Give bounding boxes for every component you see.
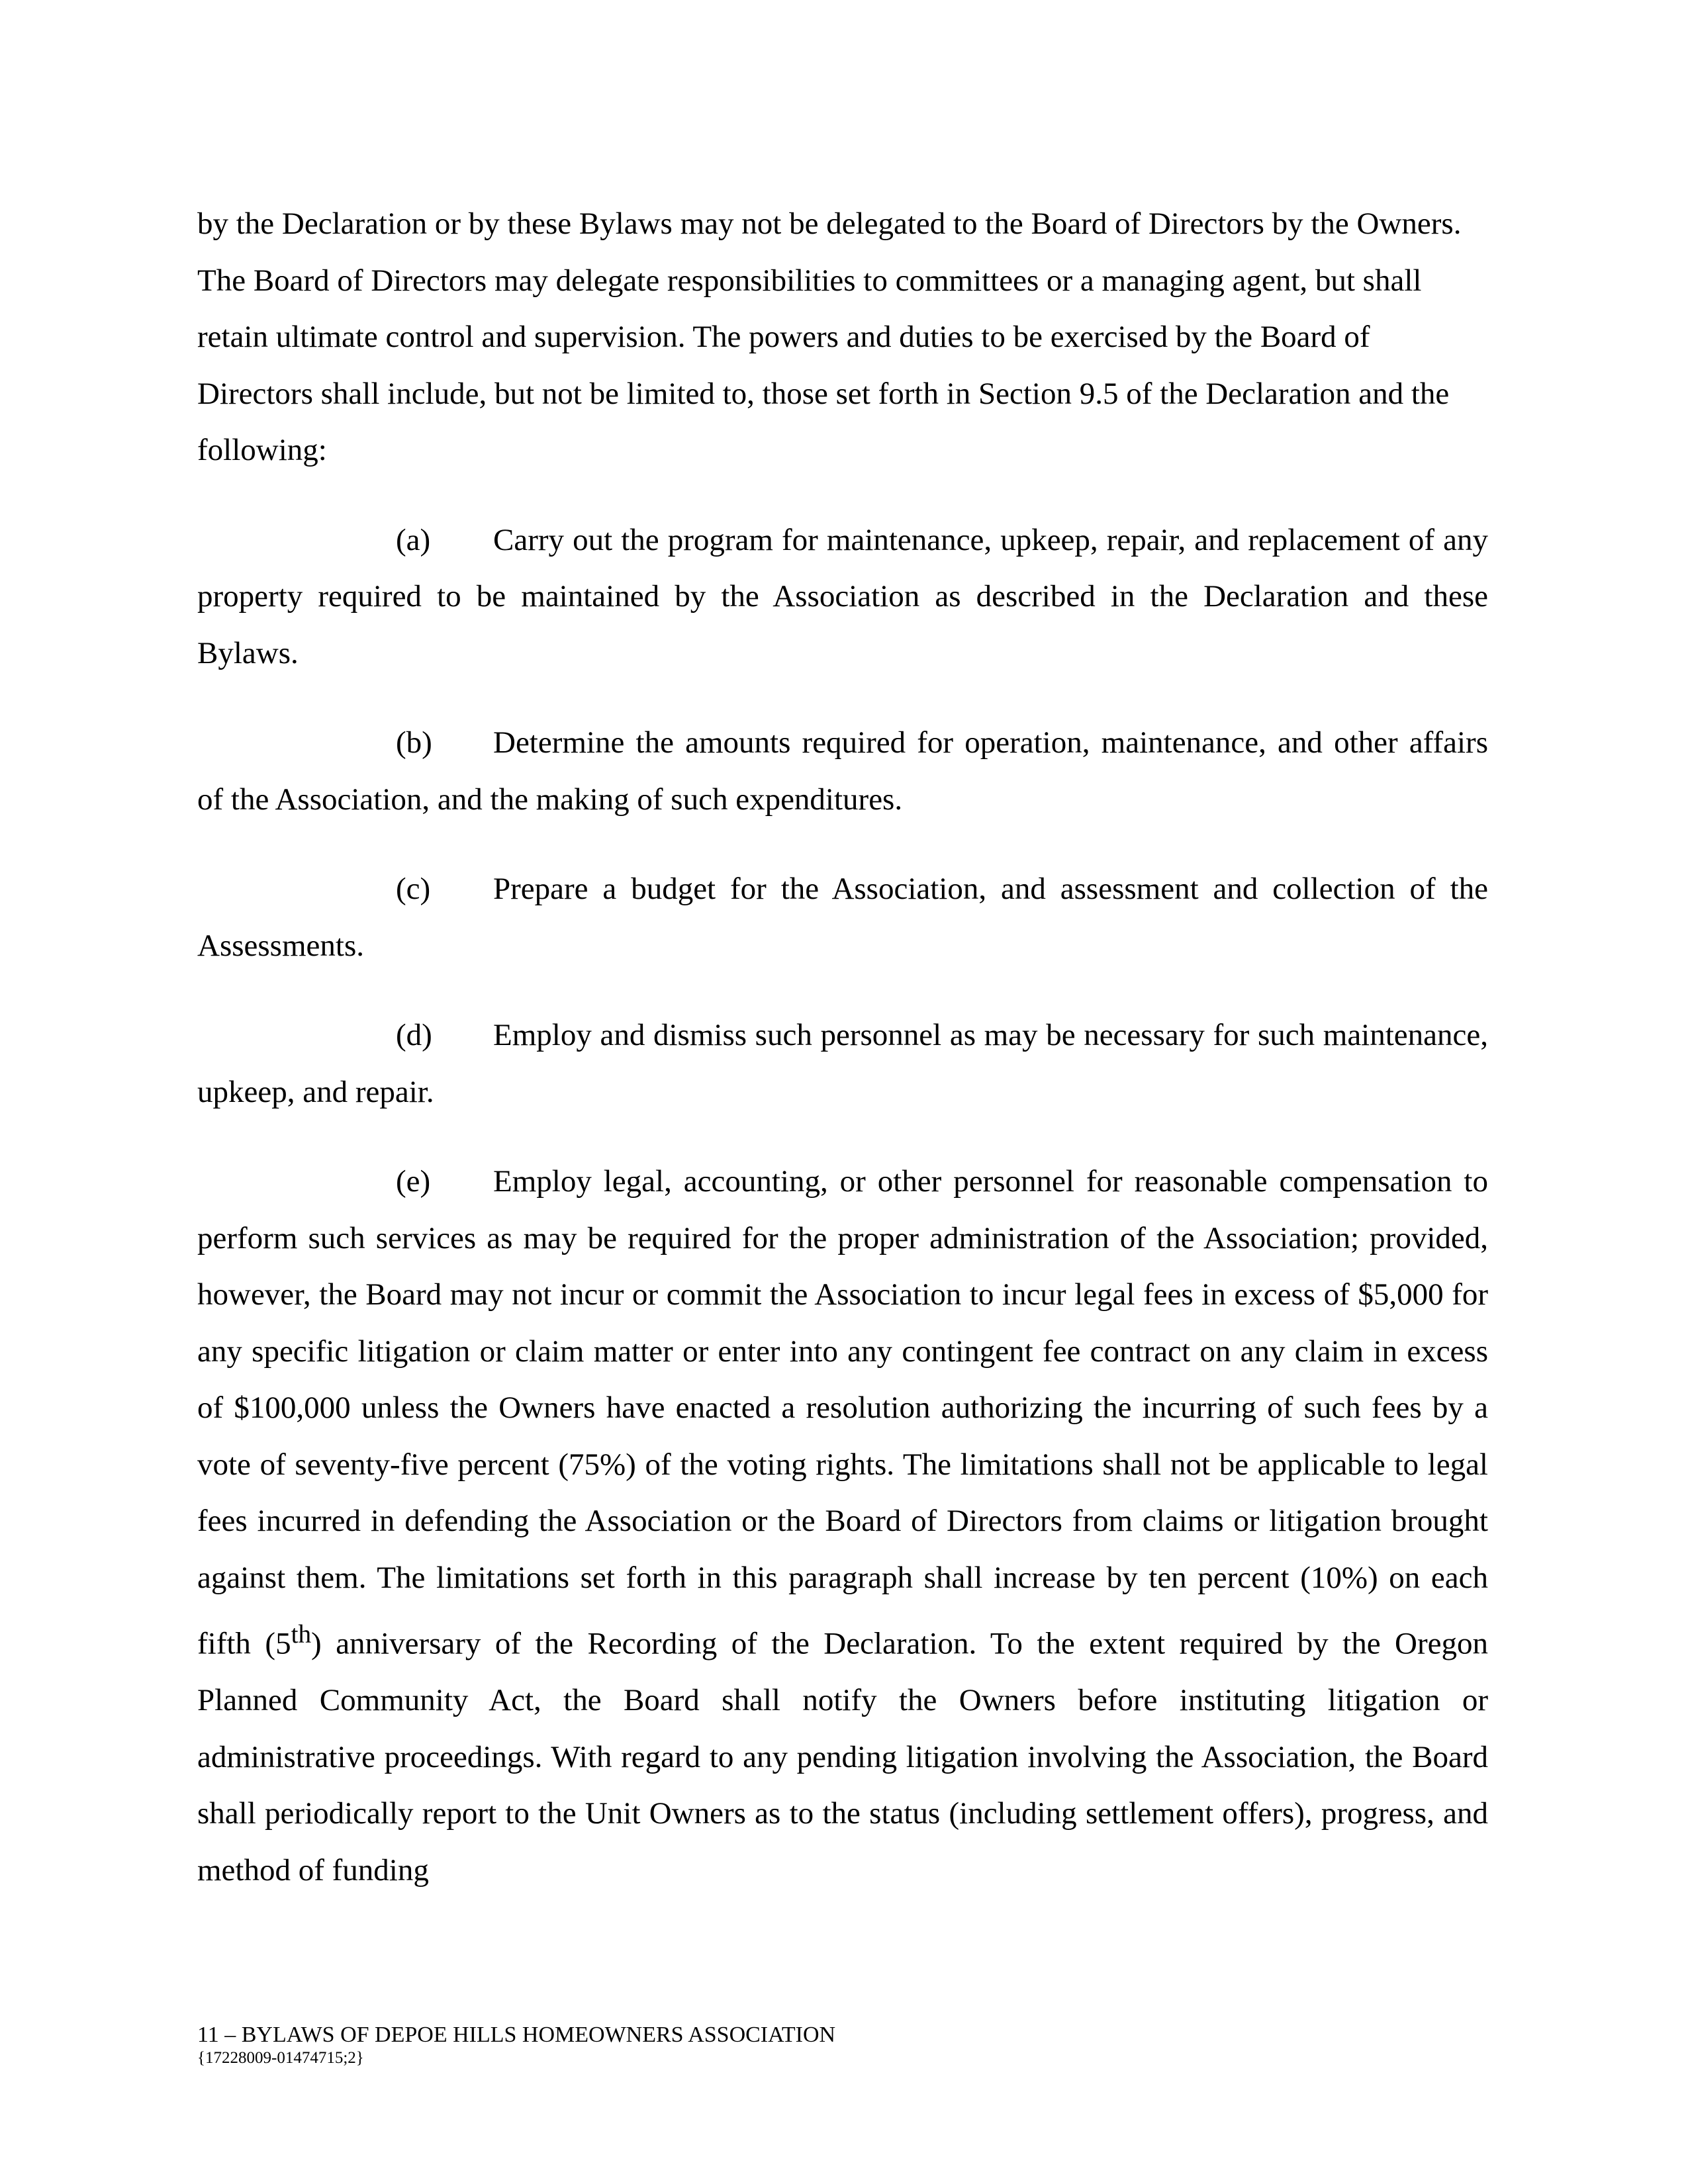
footer-title: 11 – BYLAWS OF DEPOE HILLS HOMEOWNERS ASSOCIATION [197, 2023, 836, 2047]
item-label-e: (e) [396, 1164, 431, 1199]
item-text-e-part2: ) anniversary of the Recording of the Declaration. To the extent required by the Oregon Planned Community Act, the Board shall notify the Owners before instituting litigation or administrative proceedings. With regard to any pending litigation involving the Association, the Board shall periodically report to the Unit Owners as to the status (including settlement offers), progress, and method of funding [197, 1626, 1489, 1888]
item-text-a: Carry out the program for maintenance, upkeep, repair, and replacement of any property required to be maintained by the Association as described in the Declaration and these Bylaws. [197, 522, 1488, 670]
ordinal-superscript: th [291, 1620, 312, 1649]
item-text-e-part1: Employ legal, accounting, or other personnel for reasonable compensation to perform such services as may be required for the proper administration of the Association; provided, however, the Board may not incur or commit the Association to incur legal fees in excess of $5,000 for any specific litigation or claim matter or enter into any contingent fee contract on any claim in excess of $100,000 unless the Owners have enacted a resolution authorizing the incurring of such fees by a vote of seventy-five percent (75%) of the voting rights. The limitations shall not be applicable to legal fees incurred in defending the Association or the Board of Directors from claims or litigation brought against them. The limitations set forth in this paragraph shall increase by ten percent (10%) on each fifth (5 [197, 1164, 1488, 1661]
item-label-b: (b) [396, 725, 432, 760]
intro-paragraph: by the Declaration or by these Bylaws may not be delegated to the Board of Directors by the Owners. The Board of Directors may delegate responsibilities to committees or a managing agent, but shall retain ultimate control and supervision. The powers and duties to be exercised by the Board of Directors shall include, but not be limited to, those set forth in Section 9.5 of the Declaration and the following: [197, 206, 1462, 467]
page-footer [197, 2022, 1190, 2068]
list-item-d [197, 1007, 1488, 1120]
document-body [197, 196, 1488, 1899]
list-item-b [197, 715, 1488, 828]
item-label-a: (a) [396, 522, 431, 557]
list-item-c [197, 861, 1488, 974]
item-text-c: Prepare a budget for the Association, and assessment and collection of the Assessments. [197, 872, 1488, 963]
list-item-e [197, 1154, 1488, 1899]
item-text-d: Employ and dismiss such personnel as may be necessary for such maintenance, upkeep, and repair. [197, 1018, 1488, 1109]
item-label-d: (d) [396, 1018, 432, 1052]
item-text-b: Determine the amounts required for operation, maintenance, and other affairs of the Association, and the making of such expenditures. [197, 725, 1488, 817]
footer-document-id: {17228009-01474715;2} [197, 2049, 364, 2067]
item-label-c: (c) [396, 872, 431, 906]
list-item-a [197, 512, 1488, 682]
